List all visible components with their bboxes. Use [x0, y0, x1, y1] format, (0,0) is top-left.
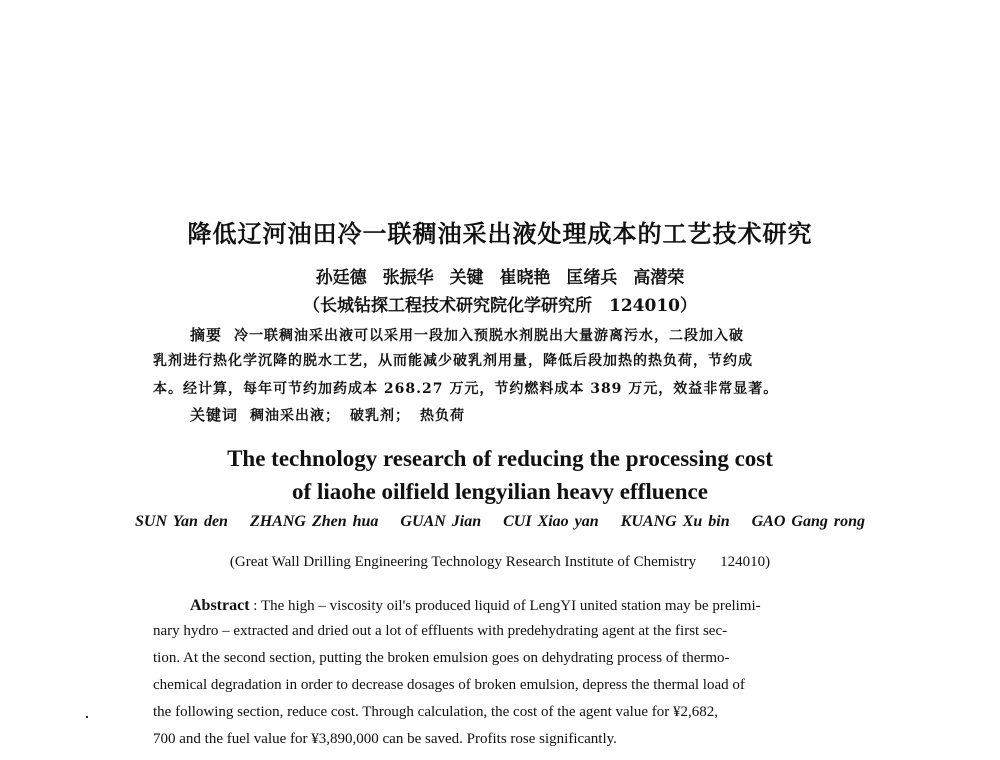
english-abstract-label: Abstract [190, 597, 250, 614]
chinese-author: 匡绪兵 [566, 268, 618, 288]
english-affiliation-text: (Great Wall Drilling Engineering Technology Research Institute of Chemistry [229, 554, 697, 570]
chinese-authors [0, 263, 1000, 288]
scan-speck [86, 716, 88, 718]
english-abstract-line: the following section, reduce cost. Through calculation, the cost of the agent value for ¥2,682, [153, 704, 718, 720]
english-abstract-line [190, 597, 761, 615]
keyword: 稠油采出液； [250, 408, 341, 424]
english-abstract-line: tion. At the second section, putting the broken emulsion goes on dehydrating process of thermo- [153, 650, 730, 666]
english-abstract-line: 700 and the fuel value for ¥3,890,000 can be saved. Profits rose significantly. [153, 731, 617, 747]
english-abstract-text: : The high – viscosity oil's produced liquid of LengYI united station may be prelimi- [249, 598, 761, 614]
chinese-keywords [190, 404, 475, 425]
english-title-line-1: The technology research of reducing the processing cost [227, 446, 773, 471]
english-author: GAO Gang rong [751, 513, 865, 530]
chinese-author: 关键 [449, 268, 484, 288]
keyword: 破乳剂； [350, 408, 411, 424]
chinese-abstract-line [190, 324, 744, 345]
chinese-abstract-line: 本。经计算，每年可节约加药成本 268.27 万元，节约燃料成本 389 万元，效益非常显著。 [153, 381, 779, 397]
chinese-title: 降低辽河油田冷一联稠油采出液处理成本的工艺技术研究 [187, 220, 813, 248]
english-author: SUN Yan den [135, 513, 228, 530]
chinese-affiliation: （长城钻探工程技术研究院化学研究所 124010） [303, 296, 697, 316]
english-author: KUANG Xu bin [620, 513, 730, 530]
chinese-author: 崔晓艳 [499, 268, 551, 288]
chinese-author: 张振华 [382, 268, 434, 288]
chinese-keywords-label: 关键词 [190, 406, 239, 424]
english-author: ZHANG Zhen hua [249, 513, 379, 530]
chinese-abstract-line: 乳剂进行热化学沉降的脱水工艺，从而能减少破乳剂用量，降低后段加热的热负荷，节约成 [153, 353, 753, 369]
chinese-abstract-label: 摘要 [190, 326, 223, 344]
english-abstract-line: nary hydro – extracted and dried out a lot of effluents with predehydrating agent at the first sec- [153, 623, 728, 639]
english-title-line-2: of liaohe oilfield lengyilian heavy effluence [292, 479, 708, 504]
english-abstract-line: chemical degradation in order to decrease dosages of broken emulsion, depress the thermal load of [153, 677, 745, 693]
english-author: CUI Xiao yan [503, 513, 599, 530]
english-affiliation [0, 554, 1000, 571]
english-author: GUAN Jian [400, 513, 482, 530]
chinese-author: 高潜荣 [633, 268, 685, 288]
chinese-abstract-text: 冷一联稠油采出液可以采用一段加入预脱水剂脱出大量游离污水，二段加入破 [234, 328, 745, 344]
english-affiliation-code: 124010) [720, 554, 771, 570]
keyword: 热负荷 [420, 408, 466, 424]
english-authors [0, 513, 1000, 531]
chinese-author: 孙廷德 [315, 268, 367, 288]
